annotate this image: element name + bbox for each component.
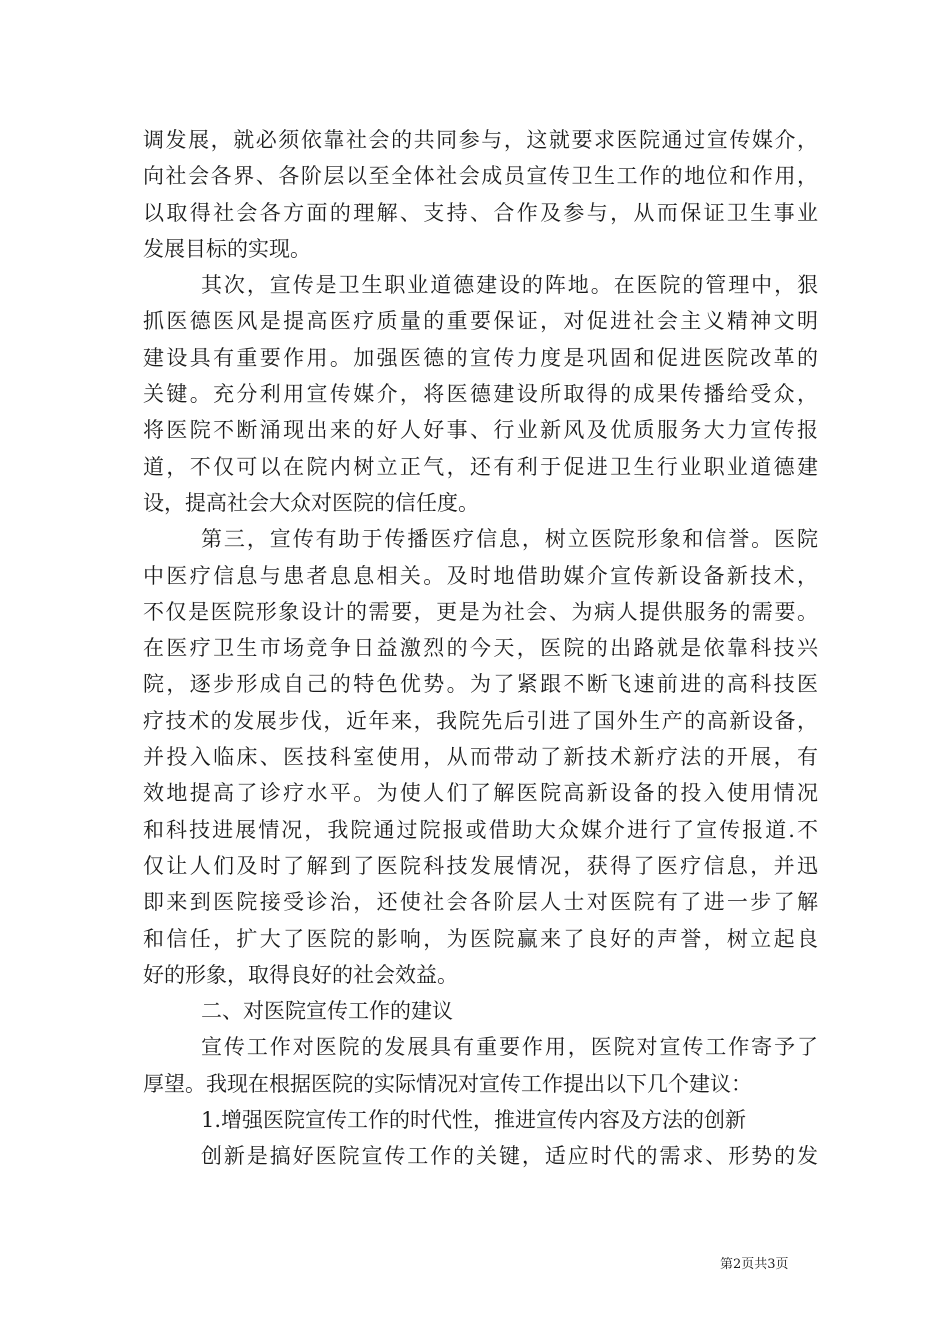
text-line: 在医疗卫生市场竞争日益激烈的今天，医院的出路就是依靠科技兴 xyxy=(143,636,818,661)
text-line: 效地提高了诊疗水平。为使人们了解医院高新设备的投入使用情况 xyxy=(143,781,818,806)
text-line: 关键。充分利用宣传媒介，将医德建设所取得的成果传播给受众， xyxy=(143,382,818,407)
text-line: 和信任，扩大了医院的影响，为医院赢来了良好的声誉，树立起良 xyxy=(143,926,818,951)
subsection-heading: 1.增强医院宣传工作的时代性，推进宣传内容及方法的创新 xyxy=(201,1108,747,1133)
section-heading: 二、对医院宣传工作的建议 xyxy=(201,999,453,1024)
page-number: 第2页共3页 xyxy=(720,1257,789,1272)
text-line: 中医疗信息与患者息息相关。及时地借助媒介宣传新设备新技术， xyxy=(143,563,818,588)
text-line: 疗技术的发展步伐，近年来，我院先后引进了国外生产的高新设备， xyxy=(143,708,818,733)
text-line: 并投入临床、医技科室使用，从而带动了新技术新疗法的开展，有 xyxy=(143,745,818,770)
text-line: 厚望。我现在根据医院的实际情况对宣传工作提出以下几个建议： xyxy=(143,1071,752,1096)
text-line: 道，不仅可以在院内树立正气，还有利于促进卫生行业职业道德建 xyxy=(143,454,818,479)
text-line: 第三，宣传有助于传播医疗信息，树立医院形象和信誉。医院 xyxy=(201,527,818,552)
text-line: 好的形象，取得良好的社会效益。 xyxy=(143,962,458,987)
text-line: 以取得社会各方面的理解、支持、合作及参与，从而保证卫生事业 xyxy=(143,200,818,225)
text-line: 向社会各界、各阶层以至全体社会成员宣传卫生工作的地位和作用， xyxy=(143,164,818,189)
text-line: 宣传工作对医院的发展具有重要作用，医院对宣传工作寄予了 xyxy=(201,1035,818,1060)
text-line: 不仅是医院形象设计的需要，更是为社会、为病人提供服务的需要。 xyxy=(143,599,818,624)
text-line: 其次，宣传是卫生职业道德建设的阵地。在医院的管理中，狠 xyxy=(201,273,818,298)
body-text xyxy=(143,122,818,1175)
text-line: 创新是搞好医院宣传工作的关键，适应时代的需求、形势的发 xyxy=(201,1144,818,1169)
text-line: 即来到医院接受诊治，还使社会各阶层人士对医院有了进一步了解 xyxy=(143,890,818,915)
text-line: 和科技进展情况，我院通过院报或借助大众媒介进行了宣传报道.不 xyxy=(143,817,818,842)
text-line: 将医院不断涌现出来的好人好事、行业新风及优质服务大力宣传报 xyxy=(143,418,818,443)
text-line: 设，提高社会大众对医院的信任度。 xyxy=(143,490,479,515)
text-line: 仅让人们及时了解到了医院科技发展情况，获得了医疗信息，并迅 xyxy=(143,853,818,878)
text-line: 抓医德医风是提高医疗质量的重要保证，对促进社会主义精神文明 xyxy=(143,309,818,334)
text-line: 发展目标的实现。 xyxy=(143,236,311,261)
text-line: 调发展，就必须依靠社会的共同参与，这就要求医院通过宣传媒介， xyxy=(143,128,818,152)
text-line: 建设具有重要作用。加强医德的宣传力度是巩固和促进医院改革的 xyxy=(143,345,818,370)
text-line: 院，逐步形成自己的特色优势。为了紧跟不断飞速前进的高科技医 xyxy=(143,672,818,697)
